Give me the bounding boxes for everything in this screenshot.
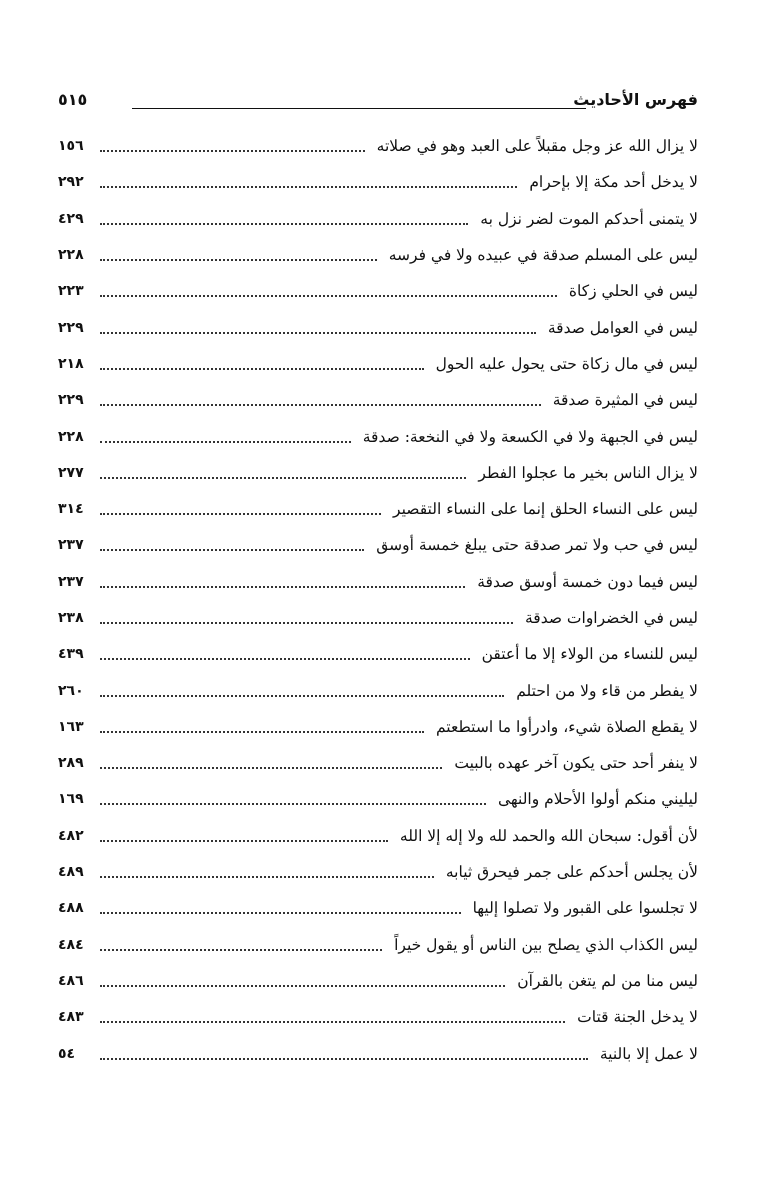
dot-leader [100,223,468,225]
hadith-text: لا يقطع الصلاة شيء، وادرأوا ما استطعتم [435,717,698,736]
hadith-text: ليس في الجبهة ولا في الكسعة ولا في النخعة: صدقة [362,427,698,446]
hadith-text: ليليني منكم أولوا الأحلام والنهى [497,790,698,809]
index-entry [58,201,698,237]
dot-leader [100,404,541,406]
dot-leader [100,695,504,697]
hadith-page-ref: ٢٢٨ [58,247,84,264]
hadith-text: ليس في الخضراوات صدقة [524,609,698,627]
header-rule [132,108,586,109]
hadith-page-ref: ٢٣٨ [58,610,84,626]
hadith-text: ليس الكذاب الذي يصلح بين الناس أو يقول خيراً [394,935,698,954]
dot-leader [100,441,351,443]
hadith-page-ref: ٤٣٩ [58,646,84,663]
hadith-text: ليس للنساء من الولاء إلا ما أعتقن [481,645,698,664]
hadith-page-ref: ٢١٨ [58,355,84,372]
index-entry [58,309,698,345]
dot-leader [100,622,513,624]
hadith-page-ref: ٤٨٨ [58,900,84,917]
hadith-page-ref: ١٦٩ [58,791,84,808]
index-entry [58,636,698,672]
index-entry [58,455,698,491]
page-header [58,88,698,118]
index-entry [58,672,698,708]
index-entry [58,237,698,273]
hadith-text: لا عمل إلا بالنية [599,1044,698,1063]
dot-leader [100,840,388,842]
hadith-page-ref: ٤٨٤ [58,936,84,953]
dot-leader [100,1058,588,1060]
dot-leader [100,513,381,515]
hadith-text: ليس فيما دون خمسة أوسق صدقة [477,572,698,591]
hadith-page-ref: ٢٣٧ [58,537,84,554]
dot-leader [100,912,461,914]
index-entry [58,382,698,418]
hadith-page-ref: ٢٢٩ [58,319,84,336]
dot-leader [100,477,466,479]
hadith-page-ref: ٢٧٧ [58,464,84,481]
dot-leader [100,876,434,878]
hadith-text: لا يفطر من قاء ولا من احتلم [516,681,698,700]
dot-leader [100,658,470,660]
hadith-text: ليس على المسلم صدقة في عبيده ولا في فرسه [388,246,698,265]
hadith-text: ليس في حب ولا تمر صدقة حتى يبلغ خمسة أوسق [376,536,698,555]
dot-leader [100,259,377,261]
index-entry [58,600,698,636]
index-entry [58,999,698,1035]
index-entry [58,854,698,890]
index-entry [58,709,698,745]
index-entry [58,818,698,854]
index-entry [58,273,698,309]
hadith-page-ref: ٢٩٢ [58,174,84,191]
hadith-page-ref: ٢٢٨ [58,428,84,445]
hadith-text: لا يدخل أحد مكة إلا بإحرام [529,173,698,192]
index-entry [58,491,698,527]
hadith-text: ليس في العوامل صدقة [547,318,698,337]
index-entry [58,346,698,382]
hadith-page-ref: ٢٦٠ [58,682,84,699]
index-entry [58,781,698,817]
dot-leader [100,368,424,370]
dot-leader [100,1021,565,1023]
index-entry [58,527,698,563]
index-entry [58,927,698,963]
index-entry [58,164,698,200]
index-entry [58,564,698,600]
index-entry [58,418,698,454]
dot-leader [100,985,505,987]
hadith-text: ليس في المثيرة صدقة [552,391,698,410]
hadith-page-ref: ٢٢٩ [58,392,84,409]
hadith-page-ref: ١٦٣ [58,718,84,735]
hadith-text: لا ينفر أحد حتى يكون آخر عهده بالبيت [454,754,698,773]
hadith-page-ref: ٤٨٢ [58,827,84,844]
hadith-page-ref: ٤٨٦ [58,972,84,989]
hadith-text: لا تجلسوا على القبور ولا تصلوا إليها [472,899,698,918]
dot-leader [100,767,442,769]
index-title: فهرس الأحاديث [573,90,698,109]
page-number: ٥١٥ [58,90,88,109]
index-entry [58,890,698,926]
hadith-text: لا يزال الناس بخير ما عجلوا الفطر [478,463,698,482]
index-entry [58,963,698,999]
hadith-text: ليس في الحلي زكاة [568,282,698,301]
hadith-text: لا يزال الله عز وجل مقبلاً على العبد وهو في صلاته [376,137,698,156]
hadith-page-ref: ١٥٦ [58,138,84,155]
dot-leader [100,295,557,297]
hadith-page-ref: ٢٢٣ [58,283,84,300]
dot-leader [100,332,536,334]
hadith-page-ref: ٢٨٩ [58,755,84,772]
hadith-page-ref: ٤٢٩ [58,210,84,227]
hadith-page-ref: ٤٨٣ [58,1009,84,1026]
index-entry [58,1035,698,1071]
index-entry [58,128,698,164]
dot-leader [100,186,517,188]
hadith-text: لا يتمنى أحدكم الموت لضر نزل به [480,209,698,228]
hadith-index-list [58,128,698,1072]
hadith-text: لأن يجلس أحدكم على جمر فيحرق ثيابه [445,863,698,882]
dot-leader [100,731,424,733]
hadith-page-ref: ٥٤ [58,1045,76,1062]
index-entry [58,745,698,781]
dot-leader [100,150,365,152]
hadith-text: ليس منا من لم يتغن بالقرآن [517,971,698,990]
dot-leader [100,586,465,588]
hadith-text: لأن أقول: سبحان الله والحمد لله ولا إله إلا الله [399,826,698,845]
hadith-page-ref: ٢٣٧ [58,573,84,590]
hadith-text: ليس في مال زكاة حتى يحول عليه الحول [435,354,698,373]
dot-leader [100,803,486,805]
hadith-page-ref: ٤٨٩ [58,864,84,881]
hadith-page-ref: ٣١٤ [58,501,84,518]
hadith-text: لا يدخل الجنة قتات [577,1008,698,1027]
dot-leader [100,549,364,551]
dot-leader [100,949,382,951]
hadith-text: ليس على النساء الحلق إنما على النساء التقصير [393,500,698,519]
